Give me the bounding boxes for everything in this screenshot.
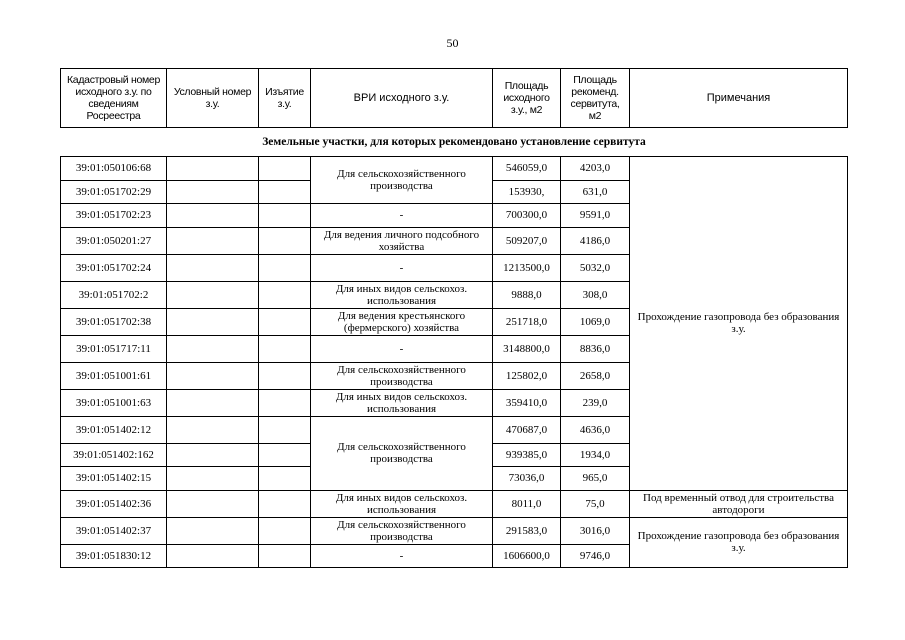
table-row xyxy=(61,157,848,181)
cadastral-cell: 39:01:051402:15 xyxy=(61,467,167,491)
servitude-cell: 4203,0 xyxy=(561,157,630,181)
vri-cell: Для иных видов сельскохоз. использования xyxy=(311,281,493,308)
table-row xyxy=(61,517,848,544)
conditional-cell xyxy=(167,517,259,544)
withdrawal-cell xyxy=(259,157,311,181)
servitude-cell: 631,0 xyxy=(561,180,630,204)
header-servitude-area: Площадь рекоменд. сервитута, м2 xyxy=(561,69,630,128)
servitude-cell: 5032,0 xyxy=(561,254,630,281)
page-number: 50 xyxy=(446,36,459,50)
vri-cell: - xyxy=(311,544,493,568)
header-cadastral: Кадастровый номер исходного з.у. по сведениям Росреестра xyxy=(61,69,167,128)
withdrawal-cell xyxy=(259,281,311,308)
withdrawal-cell xyxy=(259,467,311,491)
withdrawal-cell xyxy=(259,416,311,443)
header-conditional: Условный номер з.у. xyxy=(167,69,259,128)
area-cell: 8011,0 xyxy=(493,490,561,517)
vri-cell: Для ведения крестьянского (фермерского) хозяйства xyxy=(311,308,493,335)
header-area: Площадь исходного з.у., м2 xyxy=(493,69,561,128)
withdrawal-cell xyxy=(259,544,311,568)
withdrawal-cell xyxy=(259,443,311,467)
header-notes: Примечания xyxy=(630,69,848,128)
notes-cell: Прохождение газопровода без образования з.у. xyxy=(630,157,848,491)
area-cell: 1213500,0 xyxy=(493,254,561,281)
vri-cell: - xyxy=(311,204,493,228)
cadastral-cell: 39:01:051402:37 xyxy=(61,517,167,544)
withdrawal-cell xyxy=(259,335,311,362)
cadastral-cell: 39:01:051702:2 xyxy=(61,281,167,308)
conditional-cell xyxy=(167,335,259,362)
servitude-cell: 4636,0 xyxy=(561,416,630,443)
area-cell: 359410,0 xyxy=(493,389,561,416)
area-cell: 73036,0 xyxy=(493,467,561,491)
vri-cell: Для сельскохозяйственного производства xyxy=(311,416,493,490)
area-cell: 251718,0 xyxy=(493,308,561,335)
withdrawal-cell xyxy=(259,308,311,335)
vri-cell: - xyxy=(311,254,493,281)
servitude-cell: 3016,0 xyxy=(561,517,630,544)
conditional-cell xyxy=(167,416,259,443)
conditional-cell xyxy=(167,180,259,204)
servitude-cell: 75,0 xyxy=(561,490,630,517)
cadastral-cell: 39:01:051702:38 xyxy=(61,308,167,335)
cadastral-cell: 39:01:051402:36 xyxy=(61,490,167,517)
area-cell: 509207,0 xyxy=(493,227,561,254)
servitude-cell: 9591,0 xyxy=(561,204,630,228)
withdrawal-cell xyxy=(259,362,311,389)
vri-cell: Для сельскохозяйственного производства xyxy=(311,362,493,389)
area-cell: 546059,0 xyxy=(493,157,561,181)
withdrawal-cell xyxy=(259,517,311,544)
area-cell: 470687,0 xyxy=(493,416,561,443)
cadastral-cell: 39:01:051402:12 xyxy=(61,416,167,443)
vri-cell: Для ведения личного подсобного хозяйства xyxy=(311,227,493,254)
servitude-cell: 2658,0 xyxy=(561,362,630,389)
area-cell: 153930, xyxy=(493,180,561,204)
cadastral-cell: 39:01:051717:11 xyxy=(61,335,167,362)
vri-cell: - xyxy=(311,335,493,362)
servitude-cell: 239,0 xyxy=(561,389,630,416)
withdrawal-cell xyxy=(259,204,311,228)
notes-cell: Прохождение газопровода без образования з.у. xyxy=(630,517,848,568)
conditional-cell xyxy=(167,157,259,181)
conditional-cell xyxy=(167,254,259,281)
header-vri: ВРИ исходного з.у. xyxy=(311,69,493,128)
vri-cell: Для сельскохозяйственного производства xyxy=(311,157,493,204)
servitude-cell: 1069,0 xyxy=(561,308,630,335)
withdrawal-cell xyxy=(259,389,311,416)
conditional-cell xyxy=(167,204,259,228)
cadastral-cell: 39:01:051402:162 xyxy=(61,443,167,467)
cadastral-cell: 39:01:051830:12 xyxy=(61,544,167,568)
cadastral-cell: 39:01:050106:68 xyxy=(61,157,167,181)
withdrawal-cell xyxy=(259,227,311,254)
vri-cell: Для иных видов сельскохоз. использования xyxy=(311,389,493,416)
servitude-cell: 9746,0 xyxy=(561,544,630,568)
cadastral-cell: 39:01:051702:29 xyxy=(61,180,167,204)
cadastral-cell: 39:01:051001:61 xyxy=(61,362,167,389)
servitude-cell: 4186,0 xyxy=(561,227,630,254)
area-cell: 700300,0 xyxy=(493,204,561,228)
conditional-cell xyxy=(167,227,259,254)
conditional-cell xyxy=(167,281,259,308)
withdrawal-cell xyxy=(259,490,311,517)
cadastral-cell: 39:01:051702:23 xyxy=(61,204,167,228)
conditional-cell xyxy=(167,308,259,335)
area-cell: 125802,0 xyxy=(493,362,561,389)
notes-cell: Под временный отвод для строительства автодороги xyxy=(630,490,848,517)
servitude-cell: 965,0 xyxy=(561,467,630,491)
withdrawal-cell xyxy=(259,180,311,204)
conditional-cell xyxy=(167,362,259,389)
conditional-cell xyxy=(167,467,259,491)
table-header-row xyxy=(61,69,848,128)
header-withdrawal: Изъятие з.у. xyxy=(259,69,311,128)
withdrawal-cell xyxy=(259,254,311,281)
conditional-cell xyxy=(167,544,259,568)
servitude-table xyxy=(60,68,848,568)
conditional-cell xyxy=(167,443,259,467)
area-cell: 3148800,0 xyxy=(493,335,561,362)
area-cell: 9888,0 xyxy=(493,281,561,308)
area-cell: 939385,0 xyxy=(493,443,561,467)
servitude-cell: 8836,0 xyxy=(561,335,630,362)
vri-cell: Для сельскохозяйственного производства xyxy=(311,517,493,544)
cadastral-cell: 39:01:050201:27 xyxy=(61,227,167,254)
area-cell: 1606600,0 xyxy=(493,544,561,568)
servitude-cell: 1934,0 xyxy=(561,443,630,467)
table-row xyxy=(61,490,848,517)
cadastral-cell: 39:01:051702:24 xyxy=(61,254,167,281)
section-title: Земельные участки, для которых рекомендовано установление сервитута xyxy=(61,128,848,157)
vri-cell: Для иных видов сельскохоз. использования xyxy=(311,490,493,517)
servitude-cell: 308,0 xyxy=(561,281,630,308)
conditional-cell xyxy=(167,389,259,416)
conditional-cell xyxy=(167,490,259,517)
section-row xyxy=(61,128,848,157)
area-cell: 291583,0 xyxy=(493,517,561,544)
cadastral-cell: 39:01:051001:63 xyxy=(61,389,167,416)
